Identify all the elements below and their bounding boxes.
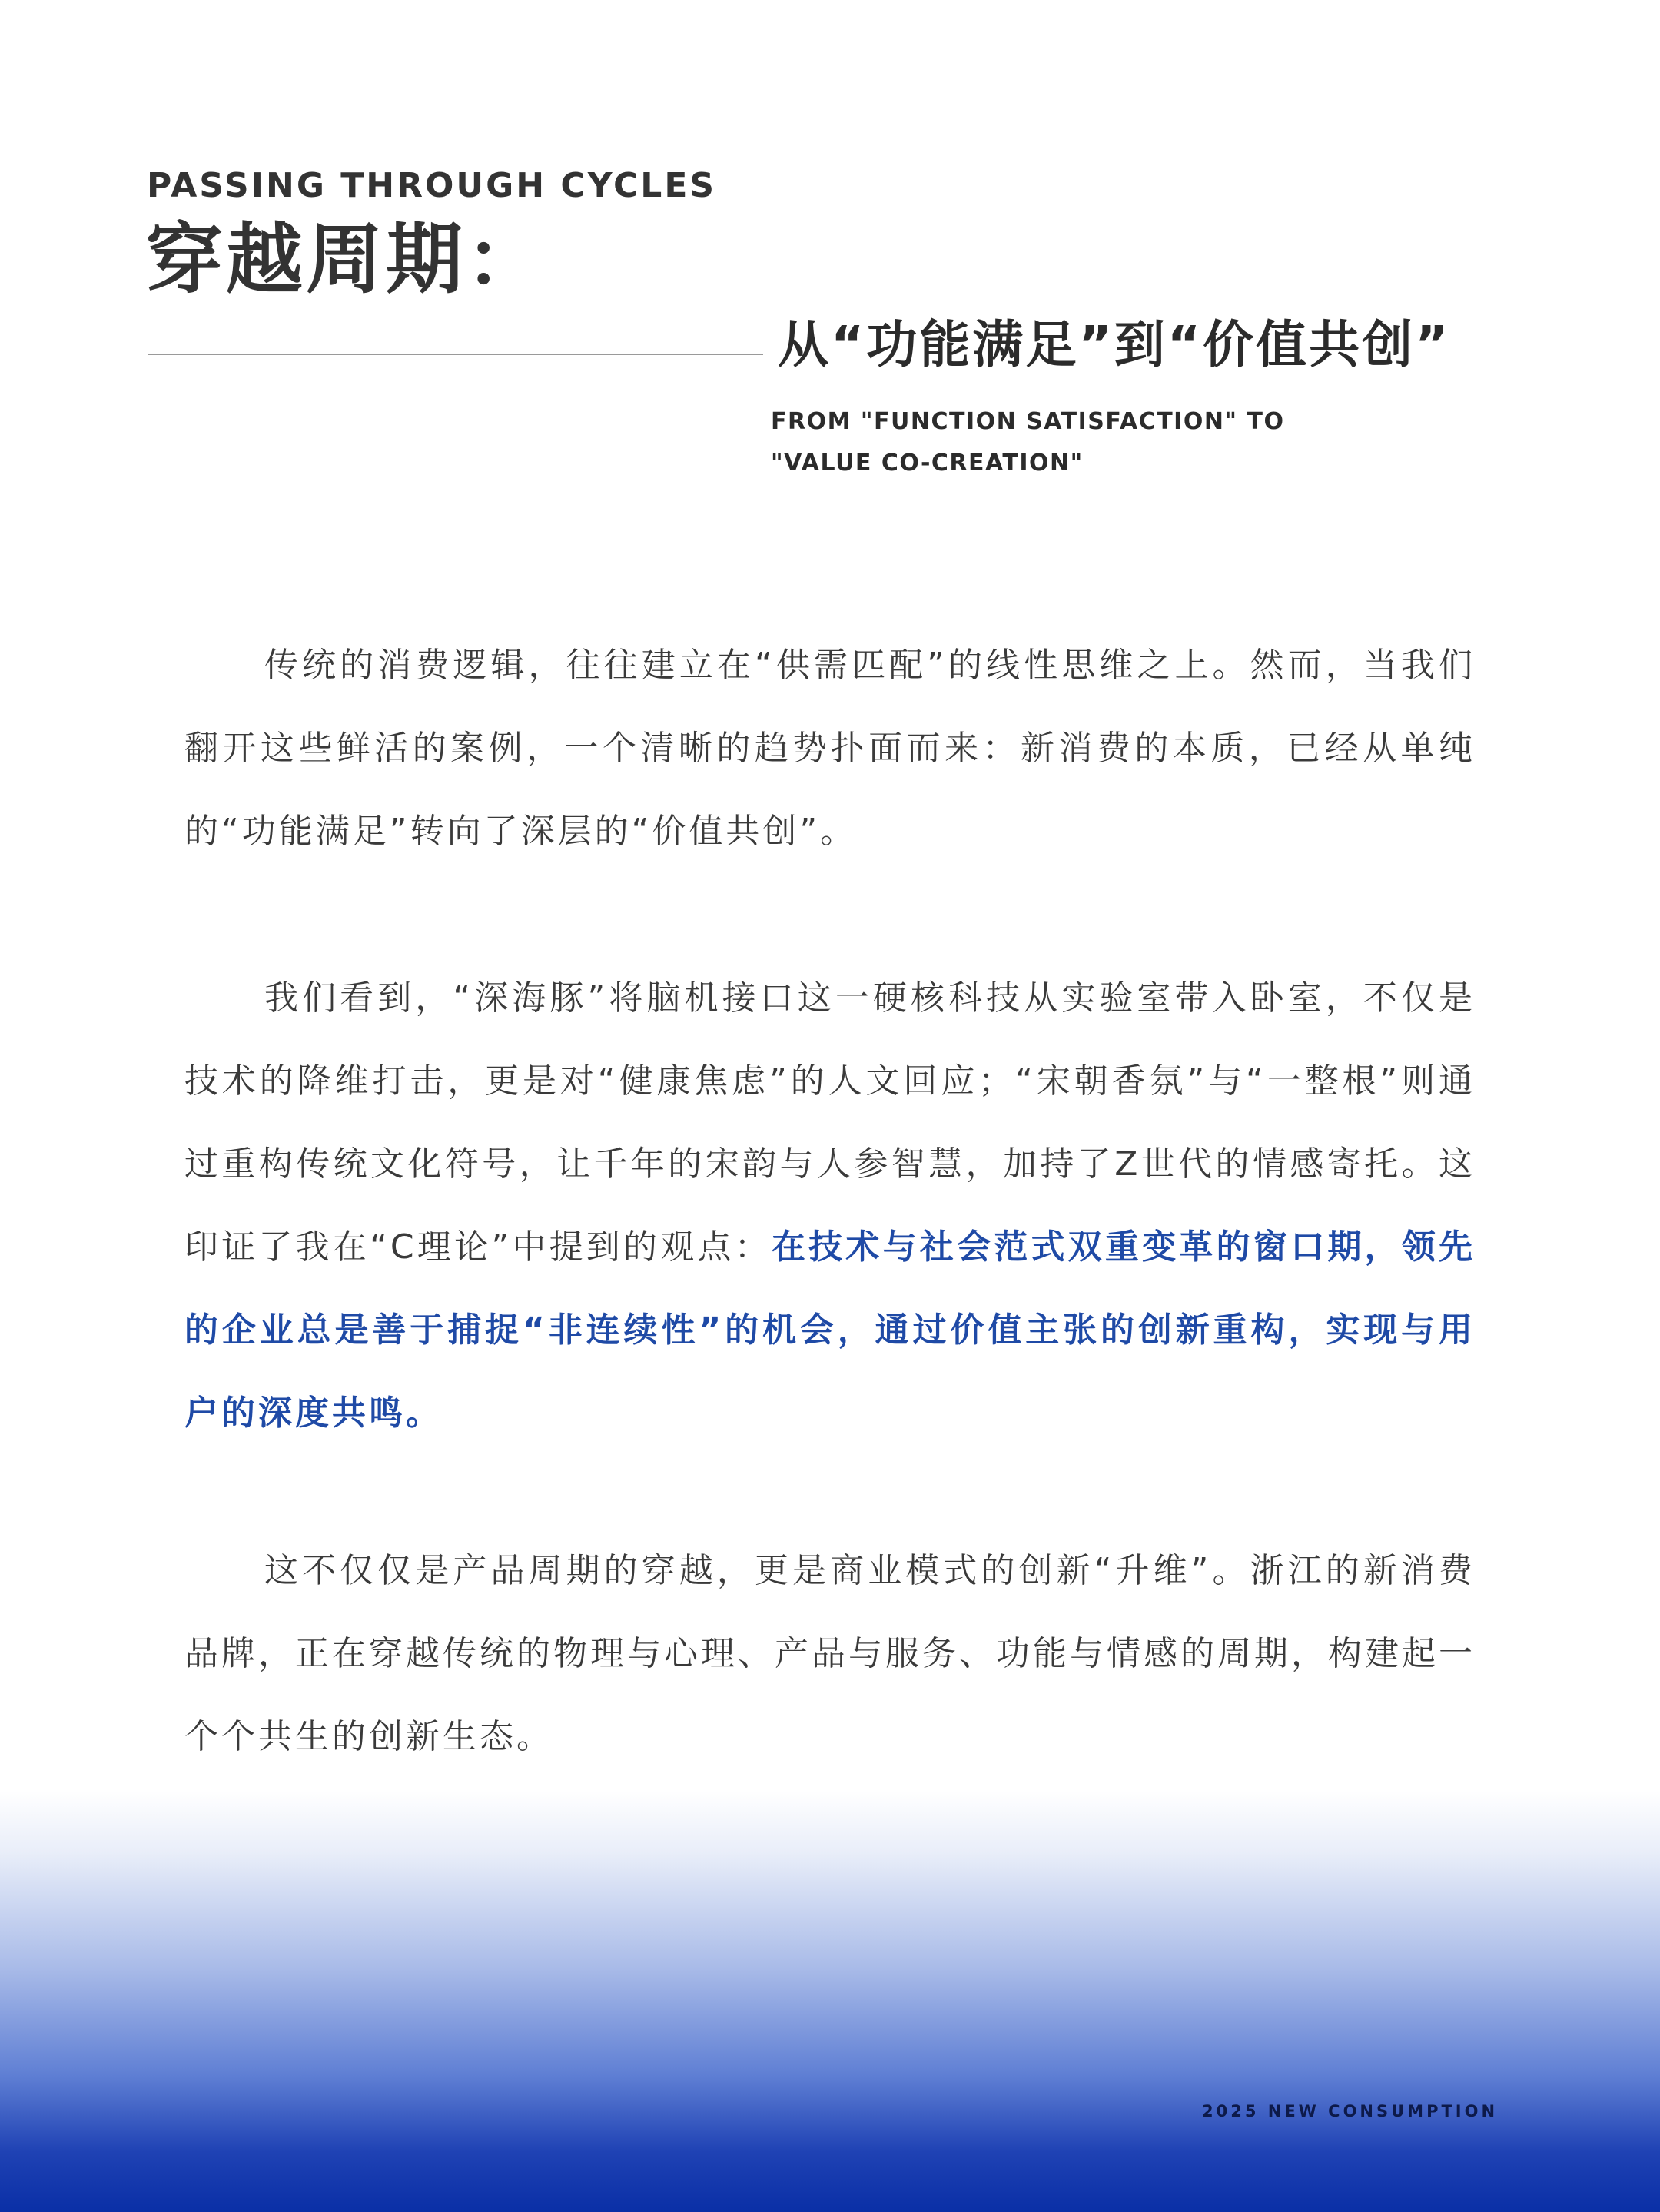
body-paragraph-1: 传统的消费逻辑，往往建立在“供需匹配”的线性思维之上。然而，当我们翻开这些鲜活的案例，一个清晰的趋势扑面而来：新消费的本质，已经从单纯的“功能满足”转向了深层的“价值共创”。	[184, 646, 1476, 851]
body-paragraph-2	[184, 957, 1476, 1455]
page-title: 穿越周期：	[146, 214, 546, 304]
page-subtitle-en	[771, 401, 1284, 484]
paragraph-2-text: 我们看到，“深海豚”将脑机接口这一硬核科技从实验室带入卧室，不仅是技术的降维打击，更是对“健康焦虑”的人文回应；“宋朝香氛”与“一整根”则通过重构传统文化符号，让千年的宋韵与人参智慧，加持了Z世代的情感寄托。这印证了我在“C理论”中提到的观点：	[184, 978, 1476, 1267]
footer-label: 2025 NEW CONSUMPTION	[1202, 2102, 1499, 2121]
page-subtitle: 从“功能满足”到“价值共创”	[778, 315, 1451, 374]
subtitle-en-line2: "VALUE CO-CREATION"	[771, 450, 1084, 477]
subtitle-en-line1: FROM "FUNCTION SATISFACTION" TO	[771, 408, 1285, 435]
section-kicker-en: PASSING THROUGH CYCLES	[147, 166, 717, 205]
title-divider	[148, 354, 763, 355]
body-paragraph-3: 这不仅仅是产品周期的穿越，更是商业模式的创新“升维”。浙江的新消费品牌，正在穿越传统的物理与心理、产品与服务、功能与情感的周期，构建起一个个共生的创新生态。	[184, 1551, 1476, 1756]
highlight-quote: 在技术与社会范式双重变革的窗口期，领先的企业总是善于捕捉“非连续性”的机会，通过价值主张的创新重构，实现与用户的深度共鸣。	[184, 1227, 1476, 1433]
